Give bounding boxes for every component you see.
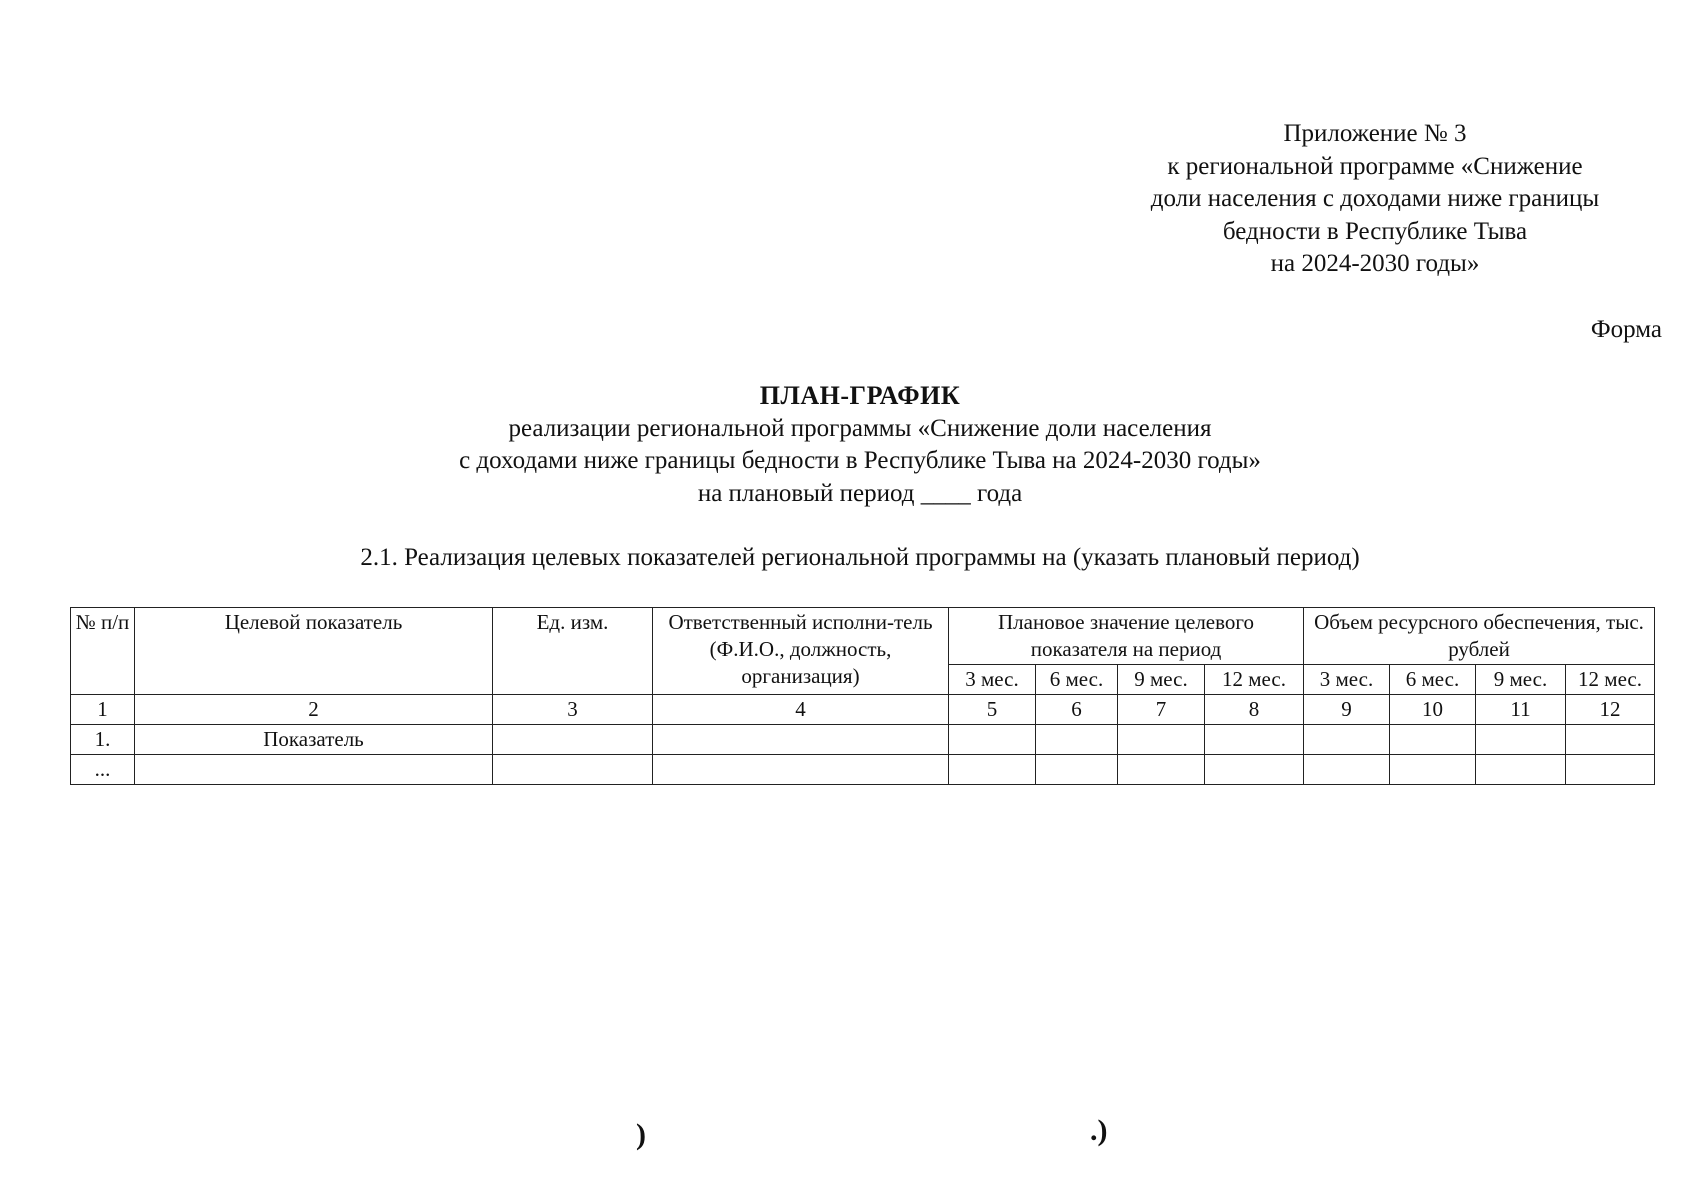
title-line: с доходами ниже границы бедности в Республике Тыва на 2024-2030 годы» <box>459 447 1261 474</box>
header-planned-value: Плановое значение целевого показателя на период <box>949 608 1304 665</box>
column-number: 5 <box>949 695 1036 725</box>
table-cell[interactable] <box>1476 725 1566 755</box>
annex-reference <box>1110 118 1640 281</box>
title-line: на плановый период ____ года <box>697 479 1023 507</box>
header-period: 12 мес. <box>1205 665 1304 695</box>
column-number: 8 <box>1205 695 1304 725</box>
header-period: 3 мес. <box>949 665 1036 695</box>
table-row <box>71 755 1655 785</box>
form-label: Форма <box>1590 316 1662 343</box>
annex-line: доли населения с доходами ниже границы <box>1150 185 1600 212</box>
table-cell[interactable] <box>1036 755 1118 785</box>
table-cell[interactable] <box>1566 755 1655 785</box>
table-cell[interactable] <box>1566 725 1655 755</box>
annex-line: Приложение № 3 <box>1283 120 1467 147</box>
title-line: реализации региональной программы «Снижение доли населения <box>508 414 1212 442</box>
table-cell[interactable] <box>653 725 949 755</box>
header-period: 9 мес. <box>1476 665 1566 695</box>
column-number: 9 <box>1304 695 1390 725</box>
header-period: 6 мес. <box>1036 665 1118 695</box>
table-row <box>71 725 1655 755</box>
header-resource-volume: Объем ресурсного обеспечения, тыс. рублей <box>1304 608 1655 665</box>
table-cell[interactable] <box>135 755 493 785</box>
column-number: 7 <box>1118 695 1205 725</box>
header-num: № п/п <box>71 608 135 695</box>
table-cell[interactable] <box>1036 725 1118 755</box>
plan-table <box>70 607 1655 785</box>
section-caption: 2.1. Реализация целевых показателей региональной программы на (указать плановый период) <box>360 544 1360 571</box>
table-cell[interactable] <box>1118 725 1205 755</box>
table-cell[interactable] <box>1476 755 1566 785</box>
annex-line: к региональной программе «Снижение <box>1167 152 1583 180</box>
table-cell[interactable]: Показатель <box>135 725 493 755</box>
table-cell[interactable]: ... <box>71 755 135 785</box>
table-cell[interactable] <box>949 755 1036 785</box>
header-unit: Ед. изм. <box>493 608 653 695</box>
table-cell[interactable] <box>1304 725 1390 755</box>
table-cell[interactable] <box>493 725 653 755</box>
header-indicator: Целевой показатель <box>135 608 493 695</box>
column-number: 6 <box>1036 695 1118 725</box>
main-title: ПЛАН-ГРАФИК <box>759 381 961 410</box>
annex-line: бедности в Республике Тыва <box>1222 217 1528 245</box>
table-cell[interactable] <box>1205 725 1304 755</box>
table-cell[interactable] <box>1205 755 1304 785</box>
header-responsible: Ответственный исполни-тель (Ф.И.О., должность, организация) <box>653 608 949 695</box>
table-cell[interactable] <box>1390 725 1476 755</box>
header-period: 9 мес. <box>1118 665 1205 695</box>
column-number: 3 <box>493 695 653 725</box>
table-cell[interactable] <box>653 755 949 785</box>
column-number: 10 <box>1390 695 1476 725</box>
column-number: 12 <box>1566 695 1655 725</box>
header-period: 6 мес. <box>1390 665 1476 695</box>
header-row <box>71 608 1655 665</box>
table-cell[interactable] <box>1118 755 1205 785</box>
scan-mark: .) <box>1090 1114 1108 1147</box>
scan-mark: ) <box>636 1118 646 1151</box>
table-cell[interactable]: 1. <box>71 725 135 755</box>
column-number: 4 <box>653 695 949 725</box>
column-number: 1 <box>71 695 135 725</box>
header-period: 3 мес. <box>1304 665 1390 695</box>
table-cell[interactable] <box>949 725 1036 755</box>
table-cell[interactable] <box>493 755 653 785</box>
column-number: 2 <box>135 695 493 725</box>
table-cell[interactable] <box>1304 755 1390 785</box>
table-cell[interactable] <box>1390 755 1476 785</box>
column-number: 11 <box>1476 695 1566 725</box>
annex-line: на 2024-2030 годы» <box>1270 250 1480 277</box>
document-title <box>0 380 1697 510</box>
header-period: 12 мес. <box>1566 665 1655 695</box>
column-number-row <box>71 695 1655 725</box>
